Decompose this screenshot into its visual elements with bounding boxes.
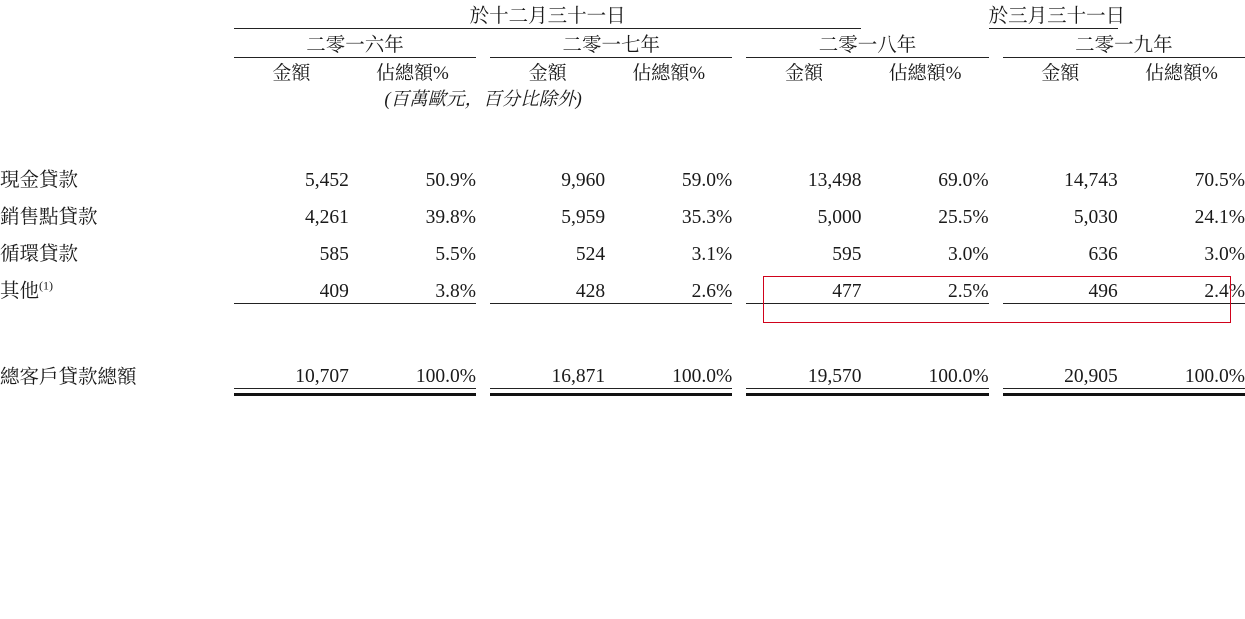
cell-2016-amount: 585 bbox=[319, 244, 349, 265]
total-2017-percent: 100.0% bbox=[672, 366, 733, 387]
cell-2016-percent: 3.8% bbox=[435, 281, 476, 302]
cell-2017-amount: 428 bbox=[575, 281, 606, 302]
total-spacer bbox=[0, 304, 1245, 349]
col-header-amount-2018: 金額 bbox=[784, 63, 823, 84]
cell-2016-amount: 5,452 bbox=[304, 170, 349, 191]
row-label-pos-loans: 銷售點貸款 bbox=[0, 207, 98, 228]
total-thick-2016-amount bbox=[234, 395, 349, 397]
cell-2018-amount: 13,498 bbox=[807, 170, 862, 191]
cell-2019-amount: 636 bbox=[1088, 244, 1118, 265]
cell-2018-amount: 5,000 bbox=[817, 207, 862, 228]
unit-note: (百萬歐元，百分比除外) bbox=[384, 90, 582, 110]
cell-2018-percent: 69.0% bbox=[938, 170, 989, 191]
row-label-other bbox=[0, 266, 234, 303]
table-row bbox=[0, 155, 1245, 192]
cell-2019-percent: 70.5% bbox=[1194, 170, 1245, 191]
cell-2019-percent: 2.4% bbox=[1204, 281, 1245, 302]
total-2019-percent: 100.0% bbox=[1184, 366, 1245, 387]
cell-2017-percent: 35.3% bbox=[681, 207, 733, 228]
cell-2019-amount: 5,030 bbox=[1073, 207, 1118, 228]
total-2019-amount: 20,905 bbox=[1064, 366, 1118, 387]
cell-2016-percent: 50.9% bbox=[425, 170, 476, 191]
footnote-marker: (1) bbox=[39, 278, 54, 293]
total-thick-2016-percent bbox=[349, 395, 476, 397]
period-header-dec: 於十二月三十一日 bbox=[469, 6, 626, 27]
cell-2016-amount: 409 bbox=[319, 281, 349, 302]
row-label-cash-loans: 現金貸款 bbox=[0, 170, 79, 191]
col-header-amount-2019: 金額 bbox=[1041, 63, 1080, 84]
year-header-2018: 二零一八年 bbox=[818, 35, 917, 56]
unit-note-row bbox=[0, 85, 1245, 111]
total-thick-2017-percent bbox=[605, 395, 732, 397]
year-header-2017: 二零一七年 bbox=[562, 35, 660, 56]
total-thick-2019-percent bbox=[1118, 395, 1245, 397]
total-2016-percent: 100.0% bbox=[415, 366, 476, 387]
cell-2017-percent: 3.1% bbox=[691, 244, 733, 265]
column-header-row bbox=[0, 58, 1245, 86]
col-header-percent-2019: 佔總額% bbox=[1144, 63, 1218, 84]
year-header-2019: 二零一九年 bbox=[1075, 35, 1173, 56]
cell-2018-amount: 477 bbox=[832, 281, 862, 302]
total-thick-2018-amount bbox=[746, 395, 861, 397]
table-row bbox=[0, 192, 1245, 229]
col-header-percent-2016: 佔總額% bbox=[375, 63, 449, 84]
cell-2017-amount: 9,960 bbox=[561, 170, 606, 191]
cell-2019-amount: 496 bbox=[1088, 281, 1118, 302]
cell-2018-percent: 25.5% bbox=[938, 207, 989, 228]
row-label-revolving-loans: 循環貸款 bbox=[0, 244, 79, 265]
cell-2017-percent: 2.6% bbox=[691, 281, 733, 302]
header-body-spacer bbox=[0, 111, 1245, 155]
cell-2016-amount: 4,261 bbox=[304, 207, 349, 228]
total-thick-rule-row bbox=[0, 395, 1245, 397]
col-header-percent-2018: 佔總額% bbox=[888, 63, 962, 84]
total-2017-amount: 16,871 bbox=[551, 366, 606, 387]
cell-2018-percent: 3.0% bbox=[947, 244, 989, 265]
total-2018-amount: 19,570 bbox=[807, 366, 862, 387]
table-row bbox=[0, 266, 1245, 303]
cell-2018-amount: 595 bbox=[832, 244, 862, 265]
year-header-2016: 二零一六年 bbox=[306, 35, 404, 56]
total-thick-2018-percent bbox=[861, 395, 988, 397]
total-row bbox=[0, 348, 1245, 389]
cell-2016-percent: 39.8% bbox=[425, 207, 476, 228]
cell-2016-percent: 5.5% bbox=[435, 244, 476, 265]
col-header-amount-2017: 金額 bbox=[528, 63, 567, 84]
cell-2017-percent: 59.0% bbox=[681, 170, 733, 191]
period-header-row bbox=[0, 0, 1245, 28]
total-2018-percent: 100.0% bbox=[928, 366, 989, 387]
col-header-amount-2016: 金額 bbox=[272, 63, 311, 84]
total-thick-2019-amount bbox=[1003, 395, 1118, 397]
cell-2018-percent: 2.5% bbox=[947, 281, 989, 302]
cell-2019-percent: 24.1% bbox=[1194, 207, 1245, 228]
cell-2019-amount: 14,743 bbox=[1064, 170, 1118, 191]
col-header-percent-2017: 佔總額% bbox=[632, 63, 706, 84]
cell-2017-amount: 524 bbox=[575, 244, 606, 265]
cell-2019-percent: 3.0% bbox=[1204, 244, 1245, 265]
period-header-mar: 於三月三十一日 bbox=[988, 6, 1126, 27]
year-header-row bbox=[0, 29, 1245, 58]
total-label: 總客戶貸款總額 bbox=[0, 366, 137, 388]
cell-2017-amount: 5,959 bbox=[561, 207, 606, 228]
table-row bbox=[0, 229, 1245, 266]
row-label-other-text: 其他 bbox=[0, 281, 40, 302]
total-thick-2017-amount bbox=[490, 395, 605, 397]
total-2016-amount: 10,707 bbox=[295, 366, 349, 387]
